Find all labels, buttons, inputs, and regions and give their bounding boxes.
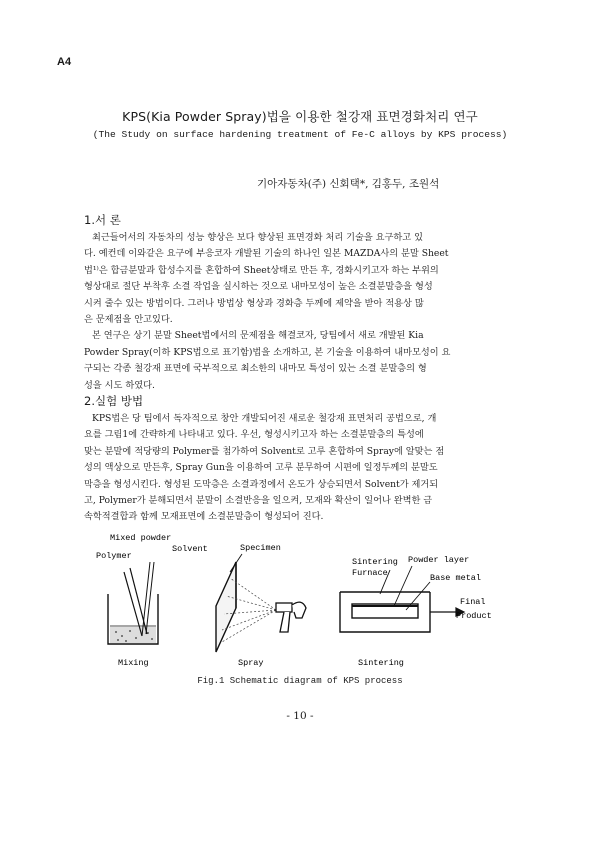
- body-line: 성의 액상으로 만든후, Spray Gun을 이용하여 고루 분무하여 시편에 일정두께의 분말도: [84, 462, 438, 474]
- page-tag: A4: [57, 56, 72, 68]
- body-line: 본 연구은 상기 분말 Sheet법에서의 문제점을 해결코자, 당팀에서 새로 개발된 Kia: [92, 330, 424, 342]
- author-line: 기아자동차(주) 신회택*, 김홍두, 조원석: [257, 178, 440, 190]
- label-final-1: Final: [460, 597, 486, 607]
- page-number: - 10 -: [286, 710, 314, 722]
- label-mixed-powder: Mixed powder: [110, 533, 172, 543]
- label-mixing: Mixing: [118, 658, 149, 668]
- spray-gun-icon: [276, 602, 306, 632]
- body-line: 법¹⁾은 합금분말과 합성수지를 혼합하여 Sheet상태로 만든 후, 경화시키고자 하는 부위의: [84, 264, 439, 276]
- label-sintering-furnace-1: Sintering: [352, 557, 398, 567]
- body-line: 형상대로 절단 부착후 소결 작업을 실시하는 것으로 내마모성이 높은 소결분말층을 형성: [84, 281, 433, 293]
- body-line: 요를 그림1에 간략하게 나타내고 있다. 우선, 형성시키고자 하는 소결분말층의 특성에: [84, 429, 424, 441]
- body-line: 최근들어서의 자동차의 성능 향상은 보다 향상된 표면경화 처리 기술을 요구하고 있: [92, 232, 423, 243]
- body-line: 속학적결합과 함께 모재표면에 소결분말층이 형성되어 진다.: [84, 511, 324, 523]
- powder-layer-pointer: [394, 566, 412, 606]
- paper-title: KPS(Kia Powder Spray)법을 이용한 철강재 표면경화처리 연구: [122, 109, 478, 124]
- figure-caption: Fig.1 Schematic diagram of KPS process: [197, 676, 403, 686]
- paper-subtitle: (The Study on surface hardening treatment of Fe-C alloys by KPS process): [92, 129, 508, 140]
- section-1-heading: 1.서 론: [84, 213, 121, 227]
- label-solvent: Solvent: [172, 544, 208, 554]
- body-line: 성을 시도 하였다.: [84, 379, 155, 391]
- label-polymer: Polymer: [96, 551, 132, 561]
- label-sintering: Sintering: [358, 658, 404, 668]
- label-sintering-furnace-2: Furnace: [352, 568, 388, 578]
- body-line: KPS법은 당 팀에서 독자적으로 창안 개발되어진 새로운 철강재 표면처리 공법으로, 개: [92, 413, 437, 424]
- label-specimen: Specimen: [240, 543, 281, 553]
- label-spray: Spray: [238, 658, 264, 668]
- section-2-heading: 2.실험 방법: [84, 394, 144, 408]
- body-line: 맞는 분말에 적당량의 Polymer를 첨가하여 Solvent로 고루 혼합하여 Spray에 알맞는 점: [84, 445, 445, 457]
- label-final-2: Product: [456, 611, 492, 621]
- label-base-metal: Base metal: [430, 573, 482, 583]
- body-line: 다. 예컨데 이와같은 요구에 부응코자 개발된 기술의 하나인 일본 MAZDA사의 분말 Sheet: [84, 248, 449, 260]
- body-line: 시켜 줄수 있는 방법이다. 그러나 방법상 형상과 경화층 두께에 제약을 받아 적용상 많: [84, 297, 424, 309]
- body-line: 고, Polymer가 분해되면서 분말이 소결반응을 일으켜, 모재와 확산이 일어나 완벽한 금: [84, 495, 433, 507]
- section-1-body: [84, 230, 516, 394]
- specimen-plate: [216, 562, 236, 652]
- body-line: 구되는 각종 철강재 표면에 국부적으로 최소한의 내마모 특성이 있는 소결 분말층의 형: [84, 363, 427, 375]
- body-line: Powder Spray(이하 KPS법으로 표기함)법을 소개하고, 본 기술을 이용하여 내마모성이 요: [84, 346, 451, 358]
- process-diagram: [90, 532, 510, 692]
- body-line: 막층을 형성시킨다. 형성된 도막층은 소결과정에서 온도가 상승되면서 Solvent가 제거되: [84, 478, 439, 490]
- kps-process-figure: [90, 532, 510, 692]
- label-powder-layer: Powder layer: [408, 555, 470, 565]
- section-2-body: [84, 411, 516, 526]
- body-line: 은 문제점을 안고있다.: [84, 314, 173, 326]
